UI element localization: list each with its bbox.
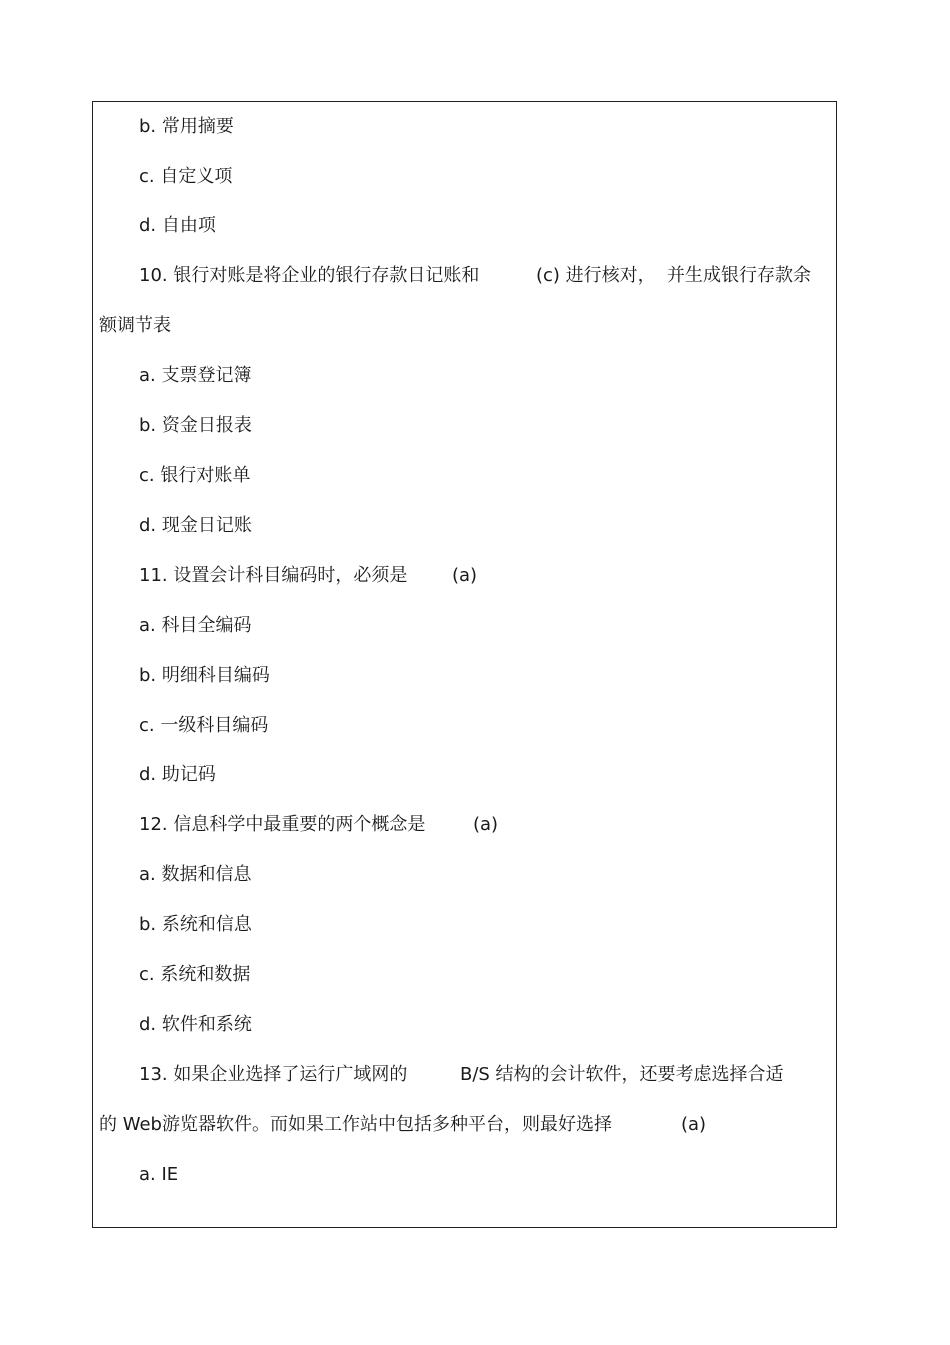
option-a-ie: a. IE <box>139 1164 179 1185</box>
option-a-data-and-info: a. 数据和信息 <box>139 864 252 885</box>
option-b-system-and-info: b. 系统和信息 <box>139 914 252 935</box>
option-c-bank-statement: c. 银行对账单 <box>139 465 251 486</box>
option-a-check-register: a. 支票登记簿 <box>139 365 252 386</box>
question-12-answer: (a) <box>473 814 499 835</box>
option-c-custom-item: c. 自定义项 <box>139 166 233 187</box>
option-c-first-level-code: c. 一级科目编码 <box>139 715 269 736</box>
question-13-text: 13. 如果企业选择了运行广域网的 <box>139 1064 408 1085</box>
option-d-software-and-system: d. 软件和系统 <box>139 1014 252 1035</box>
option-d-cash-journal: d. 现金日记账 <box>139 515 252 536</box>
option-b-common-summary: b. 常用摘要 <box>139 116 234 137</box>
question-10-text: 10. 银行对账是将企业的银行存款日记账和 <box>139 265 480 286</box>
question-11-answer: (a) <box>452 565 478 586</box>
question-10-text-cont: 并生成银行存款余 <box>667 265 811 286</box>
question-13-text-cont: B/S 结构的会计软件，还要考虑选择合适 <box>460 1064 784 1085</box>
option-d-mnemonic-code: d. 助记码 <box>139 764 216 785</box>
question-10-continuation: 额调节表 <box>99 315 171 336</box>
option-d-free-item: d. 自由项 <box>139 215 216 236</box>
question-13-answer: (a) <box>681 1114 707 1135</box>
question-10-answer: (c) 进行核对， <box>536 265 656 286</box>
question-11-text: 11. 设置会计科目编码时，必须是 <box>139 565 408 586</box>
option-c-system-and-data: c. 系统和数据 <box>139 964 251 985</box>
question-13-text-line2: 的 Web游览器软件。而如果工作站中包括多种平台，则最好选择 <box>99 1114 612 1135</box>
option-b-fund-daily-report: b. 资金日报表 <box>139 415 252 436</box>
option-a-full-code: a. 科目全编码 <box>139 615 252 636</box>
question-12-text: 12. 信息科学中最重要的两个概念是 <box>139 814 426 835</box>
option-b-detail-code: b. 明细科目编码 <box>139 665 270 686</box>
